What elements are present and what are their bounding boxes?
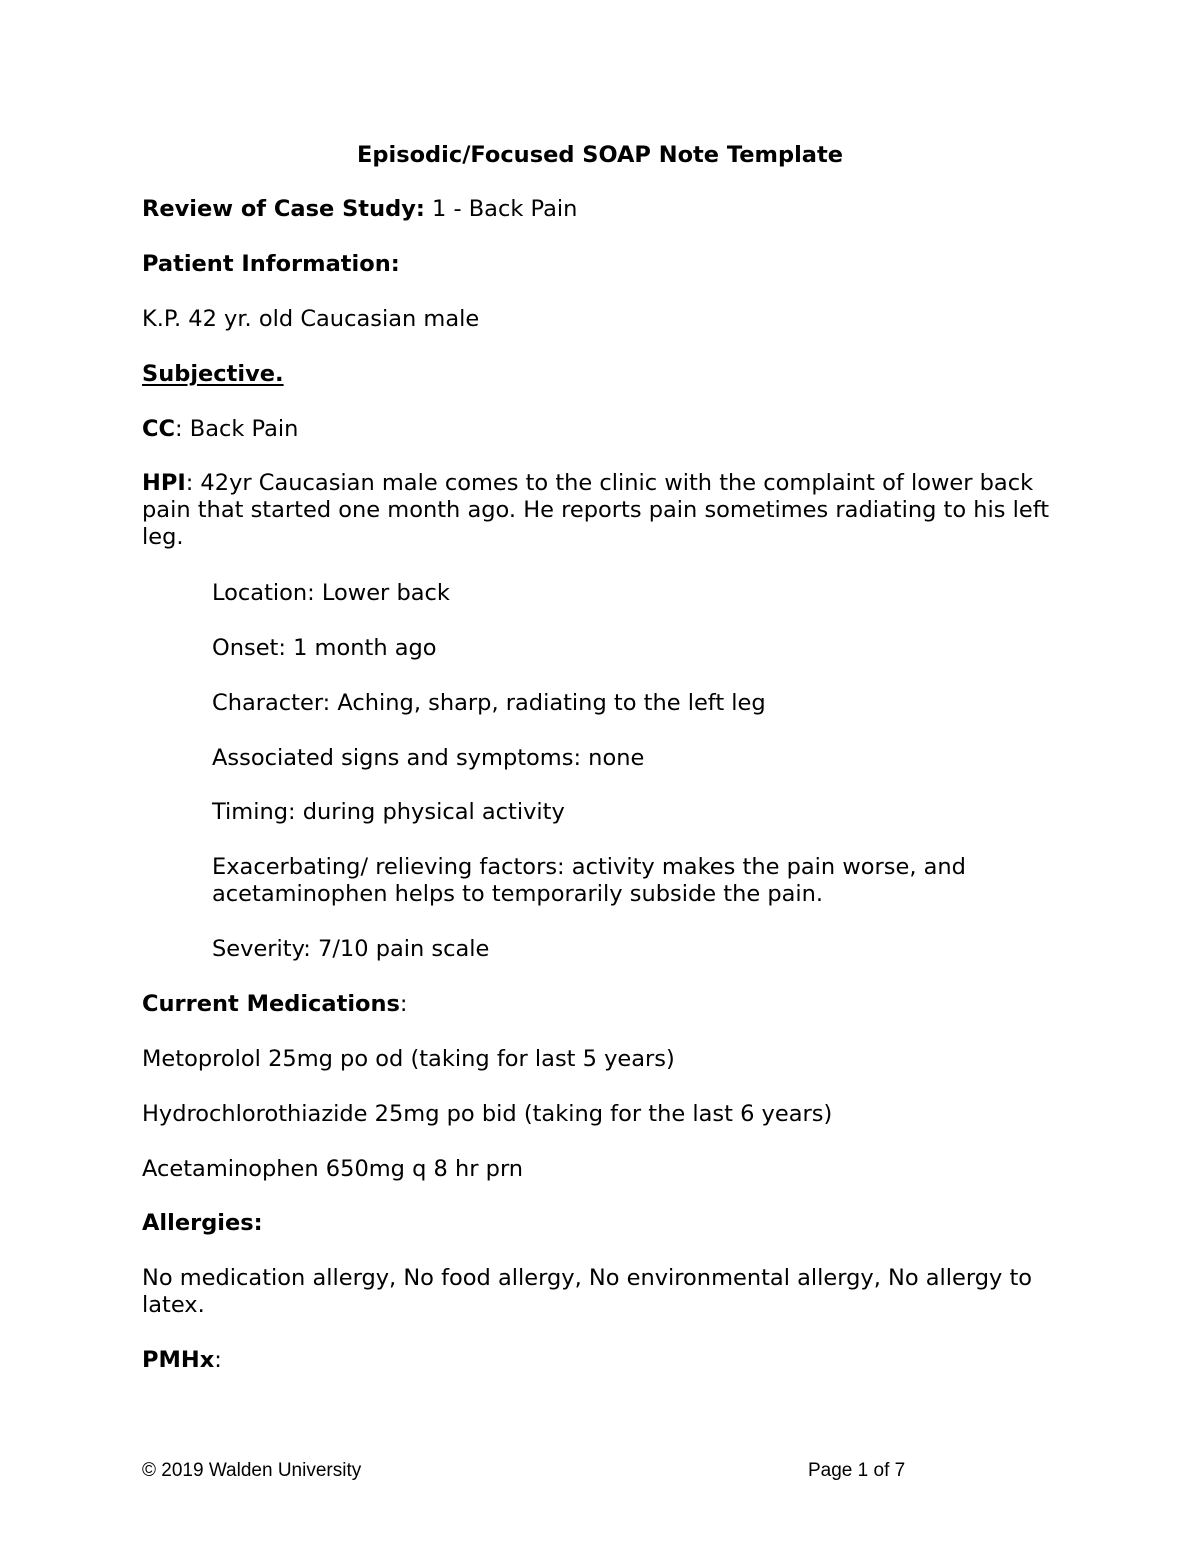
cc-value: : Back Pain	[175, 416, 299, 442]
footer-copyright: © 2019 Walden University	[142, 1460, 362, 1481]
medication-item: Acetaminophen 650mg q 8 hr prn	[142, 1156, 524, 1182]
hpi-label: HPI	[142, 470, 186, 496]
review-value: 1 - Back Pain	[424, 196, 578, 222]
hpi-severity: Severity: 7/10 pain scale	[212, 936, 490, 962]
footer-page-number: Page 1 of 7	[808, 1460, 906, 1481]
hpi-onset: Onset: 1 month ago	[212, 635, 437, 661]
review-of-case-study	[142, 196, 577, 223]
hpi-value: : 42yr Caucasian male comes to the clinic with the complaint of lower back pain that started one month ago. He reports pain sometimes radiating to his left leg.	[142, 470, 1050, 550]
medication-item: Metoprolol 25mg po od (taking for last 5 years)	[142, 1046, 675, 1072]
hpi-associated-signs: Associated signs and symptoms: none	[212, 745, 645, 771]
pmhx-heading	[142, 1347, 222, 1374]
pmhx-colon: :	[214, 1347, 222, 1373]
hpi-character: Character: Aching, sharp, radiating to the left leg	[212, 690, 766, 716]
hpi-timing: Timing: during physical activity	[212, 799, 565, 825]
patient-information-value: K.P. 42 yr. old Caucasian male	[142, 306, 480, 332]
allergies-heading: Allergies:	[142, 1210, 263, 1236]
patient-information-label: Patient Information:	[142, 251, 400, 277]
allergies-value: No medication allergy, No food allergy, No environmental allergy, No allergy to latex.	[142, 1265, 1033, 1318]
subjective-heading: Subjective.	[142, 361, 284, 387]
review-label: Review of Case Study:	[142, 196, 425, 222]
medications-label: Current Medications	[142, 991, 400, 1017]
current-medications-heading	[142, 991, 408, 1018]
hpi-location: Location: Lower back	[212, 580, 450, 606]
document-title: Episodic/Focused SOAP Note Template	[357, 142, 843, 168]
medication-item: Hydrochlorothiazide 25mg po bid (taking for the last 6 years)	[142, 1101, 833, 1127]
chief-complaint	[142, 416, 298, 443]
hpi-exacerbating-relieving: Exacerbating/ relieving factors: activity makes the pain worse, and acetaminophen helps to temporarily subside the pain.	[212, 854, 966, 907]
cc-label: CC	[142, 416, 176, 442]
pmhx-label: PMHx	[142, 1347, 215, 1373]
medications-colon: :	[399, 991, 408, 1017]
hpi-paragraph	[142, 470, 1062, 551]
